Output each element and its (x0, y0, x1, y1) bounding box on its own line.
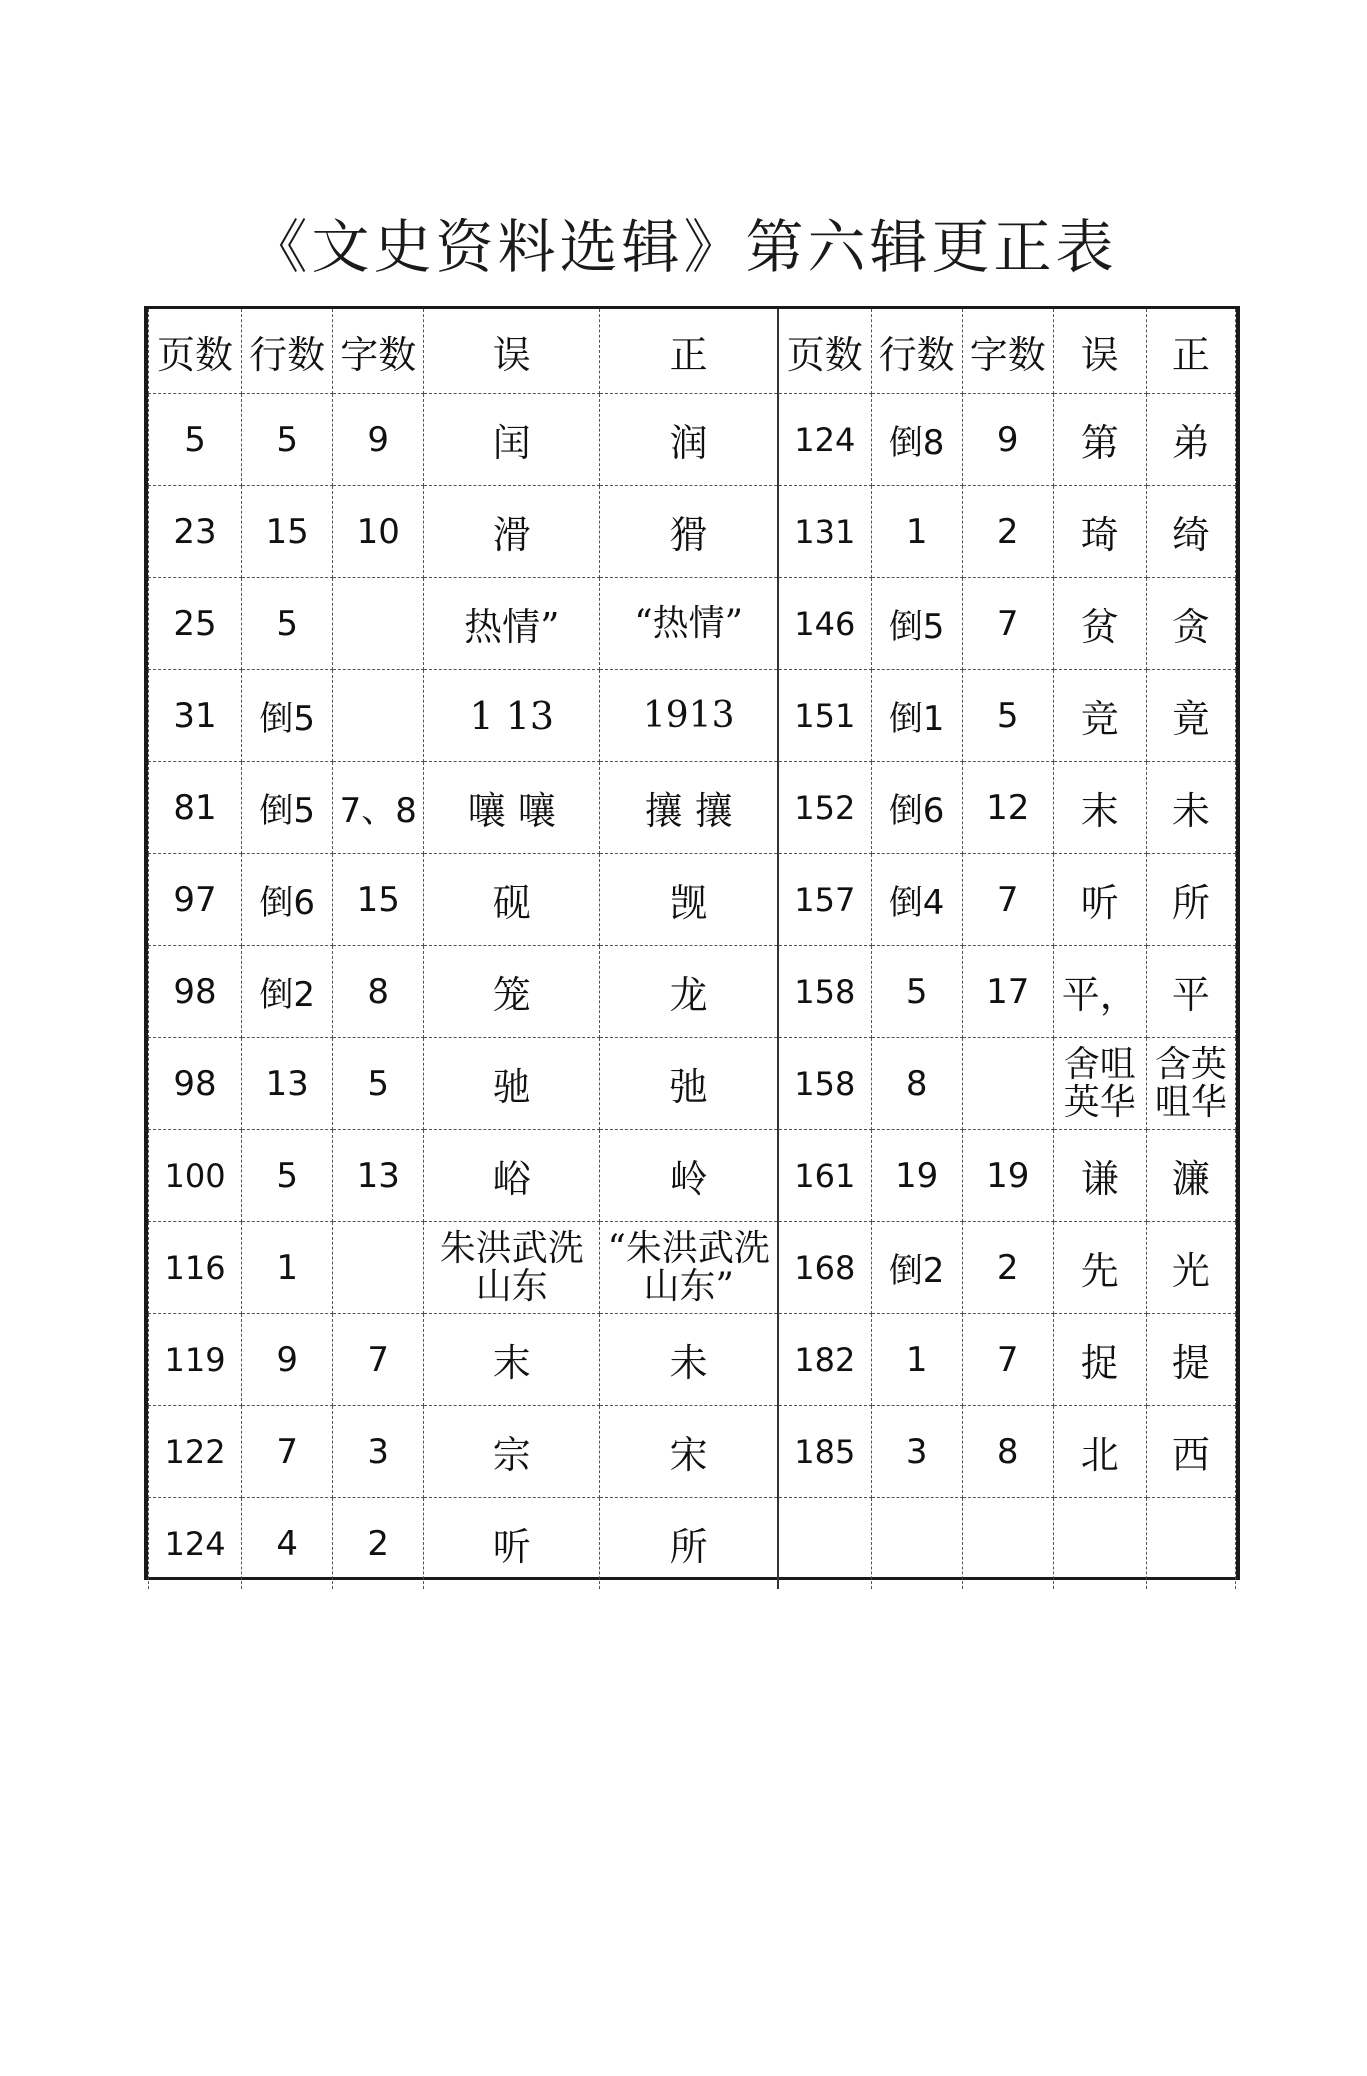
cell-correct-2: 平 (1146, 946, 1235, 1038)
cell-wrong: 热情” (424, 578, 600, 670)
cell-char-2 (962, 1038, 1053, 1130)
cell-wrong-2: 北 (1053, 1406, 1146, 1498)
cell-correct: 龙 (600, 946, 778, 1038)
cell-line-2: 倒1 (871, 670, 962, 762)
cell-page-2: 168 (778, 1222, 871, 1314)
cell-char-2: 2 (962, 486, 1053, 578)
cell-page: 100 (149, 1130, 242, 1222)
cell-wrong: 嚷 嚷 (424, 762, 600, 854)
cell-page: 97 (149, 854, 242, 946)
cell-page-2: 185 (778, 1406, 871, 1498)
cell-wrong-2: 末 (1053, 762, 1146, 854)
cell-line: 倒5 (242, 670, 333, 762)
header-wrong-2: 误 (1053, 309, 1146, 394)
cell-wrong-2 (1053, 1498, 1146, 1590)
cell-correct: “朱洪武洗山东” (600, 1222, 778, 1314)
table-row (149, 854, 1236, 946)
cell-correct: 觊 (600, 854, 778, 946)
table-row (149, 1222, 1236, 1314)
cell-line: 5 (242, 1130, 333, 1222)
header-correct: 正 (600, 309, 778, 394)
header-line: 行数 (242, 309, 333, 394)
cell-page-2: 158 (778, 946, 871, 1038)
cell-line-2: 倒4 (871, 854, 962, 946)
cell-wrong: 宗 (424, 1406, 600, 1498)
cell-line-2: 1 (871, 486, 962, 578)
cell-page: 5 (149, 394, 242, 486)
cell-char: 9 (333, 394, 424, 486)
cell-correct-2: 提 (1146, 1314, 1235, 1406)
cell-correct-2: 绮 (1146, 486, 1235, 578)
cell-correct: 所 (600, 1498, 778, 1590)
cell-line: 15 (242, 486, 333, 578)
cell-correct-2: 竟 (1146, 670, 1235, 762)
cell-correct: “热情” (600, 578, 778, 670)
cell-wrong-2: 第 (1053, 394, 1146, 486)
cell-line: 4 (242, 1498, 333, 1590)
cell-page: 23 (149, 486, 242, 578)
cell-wrong-2: 琦 (1053, 486, 1146, 578)
cell-char: 2 (333, 1498, 424, 1590)
cell-page-2: 131 (778, 486, 871, 578)
cell-wrong: 砚 (424, 854, 600, 946)
cell-line-2: 倒2 (871, 1222, 962, 1314)
cell-char-2: 7 (962, 578, 1053, 670)
cell-page: 98 (149, 1038, 242, 1130)
cell-line: 13 (242, 1038, 333, 1130)
cell-line-2 (871, 1498, 962, 1590)
header-row (149, 309, 1236, 394)
cell-line: 9 (242, 1314, 333, 1406)
cell-line-2: 8 (871, 1038, 962, 1130)
cell-correct: 岭 (600, 1130, 778, 1222)
header-page: 页数 (149, 309, 242, 394)
cell-wrong-2: 听 (1053, 854, 1146, 946)
cell-char: 15 (333, 854, 424, 946)
cell-correct-2: 未 (1146, 762, 1235, 854)
cell-page: 98 (149, 946, 242, 1038)
cell-line-2: 5 (871, 946, 962, 1038)
cell-char-2: 7 (962, 1314, 1053, 1406)
cell-wrong-2: 捉 (1053, 1314, 1146, 1406)
cell-char-2: 7 (962, 854, 1053, 946)
table-row (149, 1406, 1236, 1498)
cell-wrong: 听 (424, 1498, 600, 1590)
table-row (149, 670, 1236, 762)
cell-char-2: 5 (962, 670, 1053, 762)
cell-wrong-2: 谦 (1053, 1130, 1146, 1222)
cell-line: 倒6 (242, 854, 333, 946)
cell-wrong: 笼 (424, 946, 600, 1038)
cell-wrong: 1 13 (424, 670, 600, 762)
cell-line: 1 (242, 1222, 333, 1314)
cell-correct-2: 贪 (1146, 578, 1235, 670)
cell-correct-2: 所 (1146, 854, 1235, 946)
cell-correct-2: 弟 (1146, 394, 1235, 486)
cell-line-2: 1 (871, 1314, 962, 1406)
cell-correct: 猾 (600, 486, 778, 578)
cell-line: 倒5 (242, 762, 333, 854)
cell-wrong: 驰 (424, 1038, 600, 1130)
cell-page-2: 152 (778, 762, 871, 854)
cell-char: 8 (333, 946, 424, 1038)
table-row (149, 1038, 1236, 1130)
cell-page: 25 (149, 578, 242, 670)
cell-page-2: 158 (778, 1038, 871, 1130)
cell-char (333, 670, 424, 762)
cell-char-2: 12 (962, 762, 1053, 854)
cell-correct-2: 光 (1146, 1222, 1235, 1314)
table-row (149, 762, 1236, 854)
cell-line: 7 (242, 1406, 333, 1498)
errata-table (144, 306, 1240, 1580)
table-row (149, 1498, 1236, 1590)
cell-wrong: 末 (424, 1314, 600, 1406)
cell-line-2: 19 (871, 1130, 962, 1222)
page-title: 《文史资料选辑》第六辑更正表 (249, 213, 1118, 281)
table-row (149, 1314, 1236, 1406)
cell-correct: 1913 (600, 670, 778, 762)
cell-line-2: 3 (871, 1406, 962, 1498)
table-row (149, 1130, 1236, 1222)
header-wrong: 误 (424, 309, 600, 394)
cell-char (333, 578, 424, 670)
cell-wrong: 峪 (424, 1130, 600, 1222)
cell-line-2: 倒8 (871, 394, 962, 486)
cell-char: 7、8 (333, 762, 424, 854)
cell-page-2: 124 (778, 394, 871, 486)
cell-wrong-2: 平， (1053, 946, 1146, 1038)
cell-line: 5 (242, 578, 333, 670)
cell-line: 5 (242, 394, 333, 486)
cell-char-2: 2 (962, 1222, 1053, 1314)
cell-line: 倒2 (242, 946, 333, 1038)
header-correct-2: 正 (1146, 309, 1235, 394)
cell-char-2: 8 (962, 1406, 1053, 1498)
table-row (149, 394, 1236, 486)
cell-page-2: 146 (778, 578, 871, 670)
cell-wrong: 闰 (424, 394, 600, 486)
errata-grid (148, 309, 1236, 1589)
cell-page: 81 (149, 762, 242, 854)
cell-wrong: 滑 (424, 486, 600, 578)
cell-char-2: 17 (962, 946, 1053, 1038)
header-char-2: 字数 (962, 309, 1053, 394)
cell-page-2: 157 (778, 854, 871, 946)
cell-page: 124 (149, 1498, 242, 1590)
cell-page: 122 (149, 1406, 242, 1498)
cell-char-2: 9 (962, 394, 1053, 486)
cell-char: 5 (333, 1038, 424, 1130)
cell-line-2: 倒5 (871, 578, 962, 670)
cell-char (333, 1222, 424, 1314)
cell-correct-2: 西 (1146, 1406, 1235, 1498)
cell-char-2: 19 (962, 1130, 1053, 1222)
cell-correct: 攘 攘 (600, 762, 778, 854)
cell-correct: 未 (600, 1314, 778, 1406)
table-row (149, 946, 1236, 1038)
cell-char: 13 (333, 1130, 424, 1222)
cell-page: 119 (149, 1314, 242, 1406)
cell-correct-2 (1146, 1498, 1235, 1590)
header-line-2: 行数 (871, 309, 962, 394)
cell-correct: 润 (600, 394, 778, 486)
header-char: 字数 (333, 309, 424, 394)
cell-char: 10 (333, 486, 424, 578)
cell-char: 7 (333, 1314, 424, 1406)
cell-wrong-2: 贫 (1053, 578, 1146, 670)
cell-page-2: 182 (778, 1314, 871, 1406)
cell-correct: 宋 (600, 1406, 778, 1498)
cell-line-2: 倒6 (871, 762, 962, 854)
cell-char-2 (962, 1498, 1053, 1590)
cell-correct-2: 濂 (1146, 1130, 1235, 1222)
cell-page: 116 (149, 1222, 242, 1314)
cell-wrong-2: 竞 (1053, 670, 1146, 762)
cell-page-2 (778, 1498, 871, 1590)
cell-correct: 弛 (600, 1038, 778, 1130)
table-row (149, 578, 1236, 670)
cell-correct-2: 含英咀华 (1146, 1038, 1235, 1130)
cell-page-2: 151 (778, 670, 871, 762)
cell-wrong-2: 先 (1053, 1222, 1146, 1314)
cell-wrong: 朱洪武洗山东 (424, 1222, 600, 1314)
cell-page: 31 (149, 670, 242, 762)
cell-page-2: 161 (778, 1130, 871, 1222)
cell-wrong-2: 舍咀英华 (1053, 1038, 1146, 1130)
header-page-2: 页数 (778, 309, 871, 394)
cell-char: 3 (333, 1406, 424, 1498)
table-row (149, 486, 1236, 578)
